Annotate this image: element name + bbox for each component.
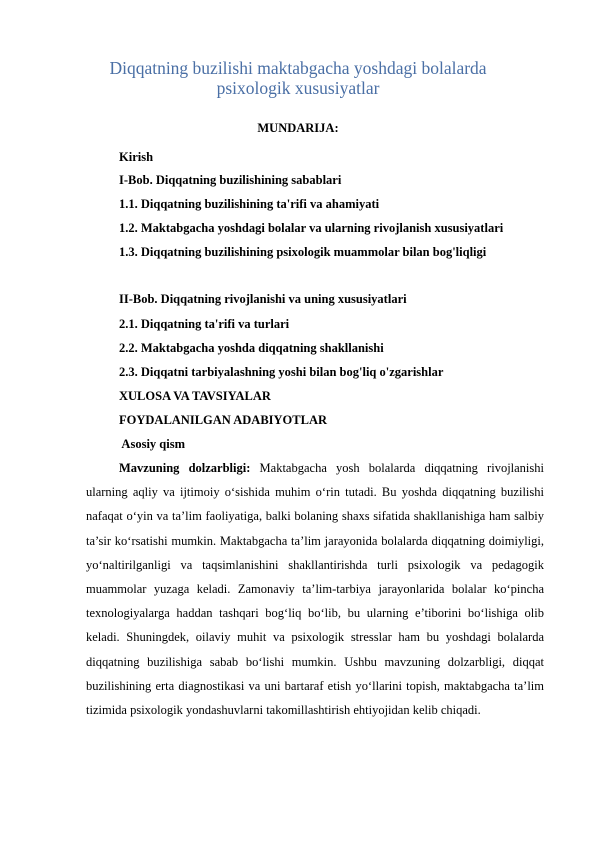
toc-item-1-3: 1.3. Diqqatning buzilishining psixologik muammolar bilan bog'liqligi (119, 245, 487, 259)
toc-item-1-1: 1.1. Diqqatning buzilishining ta'rifi va ahamiyati (119, 197, 380, 211)
document-title (60, 58, 536, 98)
section-main-part: Asosiy qism (119, 437, 185, 451)
toc-item-kirish: Kirish (119, 150, 154, 164)
toc-item-2-2: 2.2. Maktabgacha yoshda diqqatning shakllanishi (119, 341, 384, 355)
toc-item-2-1: 2.1. Diqqatning ta'rifi va turlari (119, 317, 290, 331)
toc-item-chapter-1: I-Bob. Diqqatning buzilishining sabablari (119, 173, 342, 187)
toc-item-2-3: 2.3. Diqqatni tarbiyalashning yoshi bilan bog'liq o'zgarishlar (119, 365, 444, 379)
toc-item-chapter-2: II-Bob. Diqqatning rivojlanishi va uning xususiyatlari (119, 292, 407, 306)
toc-item-1-2: 1.2. Maktabgacha yoshdagi bolalar va ularning rivojlanish xususiyatlari (119, 221, 504, 235)
toc-item-conclusion: XULOSA VA TAVSIYALAR (119, 389, 271, 403)
paragraph-text: Maktabgacha yosh bolalarda diqqatning rivojlanishi ularning aqliy va ijtimoiy o‘sishida muhim o‘rin tutadi. Bu yoshda diqqatning buzilishi nafaqat o‘yin va ta’lim faoliyatiga, balki bolaning shaxs sifatida shakllanishiga ham salbiy ta’sir ko‘rsatishi mumkin. Maktabgacha ta’lim jarayonida bolalarda diqqatning doimiyligi, yo‘naltirilganligi va taqsimlanishini shakllantirishda turli psixologik va pedagogik muammolar yuzaga keladi. Zamonaviy ta’lim-tarbiya jarayonlarida bolalar ko‘pincha texnologiyalarga haddan tashqari bog‘liq bo‘lib, bu ularning e’tiborini bo‘lishiga olib keladi. Shuningdek, oilaviy muhit va psixologik stresslar ham bu yoshdagi bolalarda diqqatning buzilishiga sabab bo‘lishi mumkin. Ushbu mavzuning dolzarbligi, diqqat buzilishining erta diagnostikasi va uni bartaraf etish yo‘llarini topish, maktabgacha ta’lim tizimida psixologik yondashuvlarni takomillashtirish ehtiyojidan kelib chiqadi. (86, 461, 544, 718)
title-line-2: psixologik xususiyatlar (216, 78, 380, 98)
toc-item-references: FOYDALANILGAN ADABIYOTLAR (119, 413, 328, 427)
relevance-paragraph (86, 456, 544, 722)
toc-heading: MUNDARIJA: (257, 121, 339, 135)
title-line-1: Diqqatning buzilishi maktabgacha yoshdagi bolalarda (109, 58, 487, 78)
paragraph-lead: Mavzuning dolzarbligi: (119, 461, 251, 475)
